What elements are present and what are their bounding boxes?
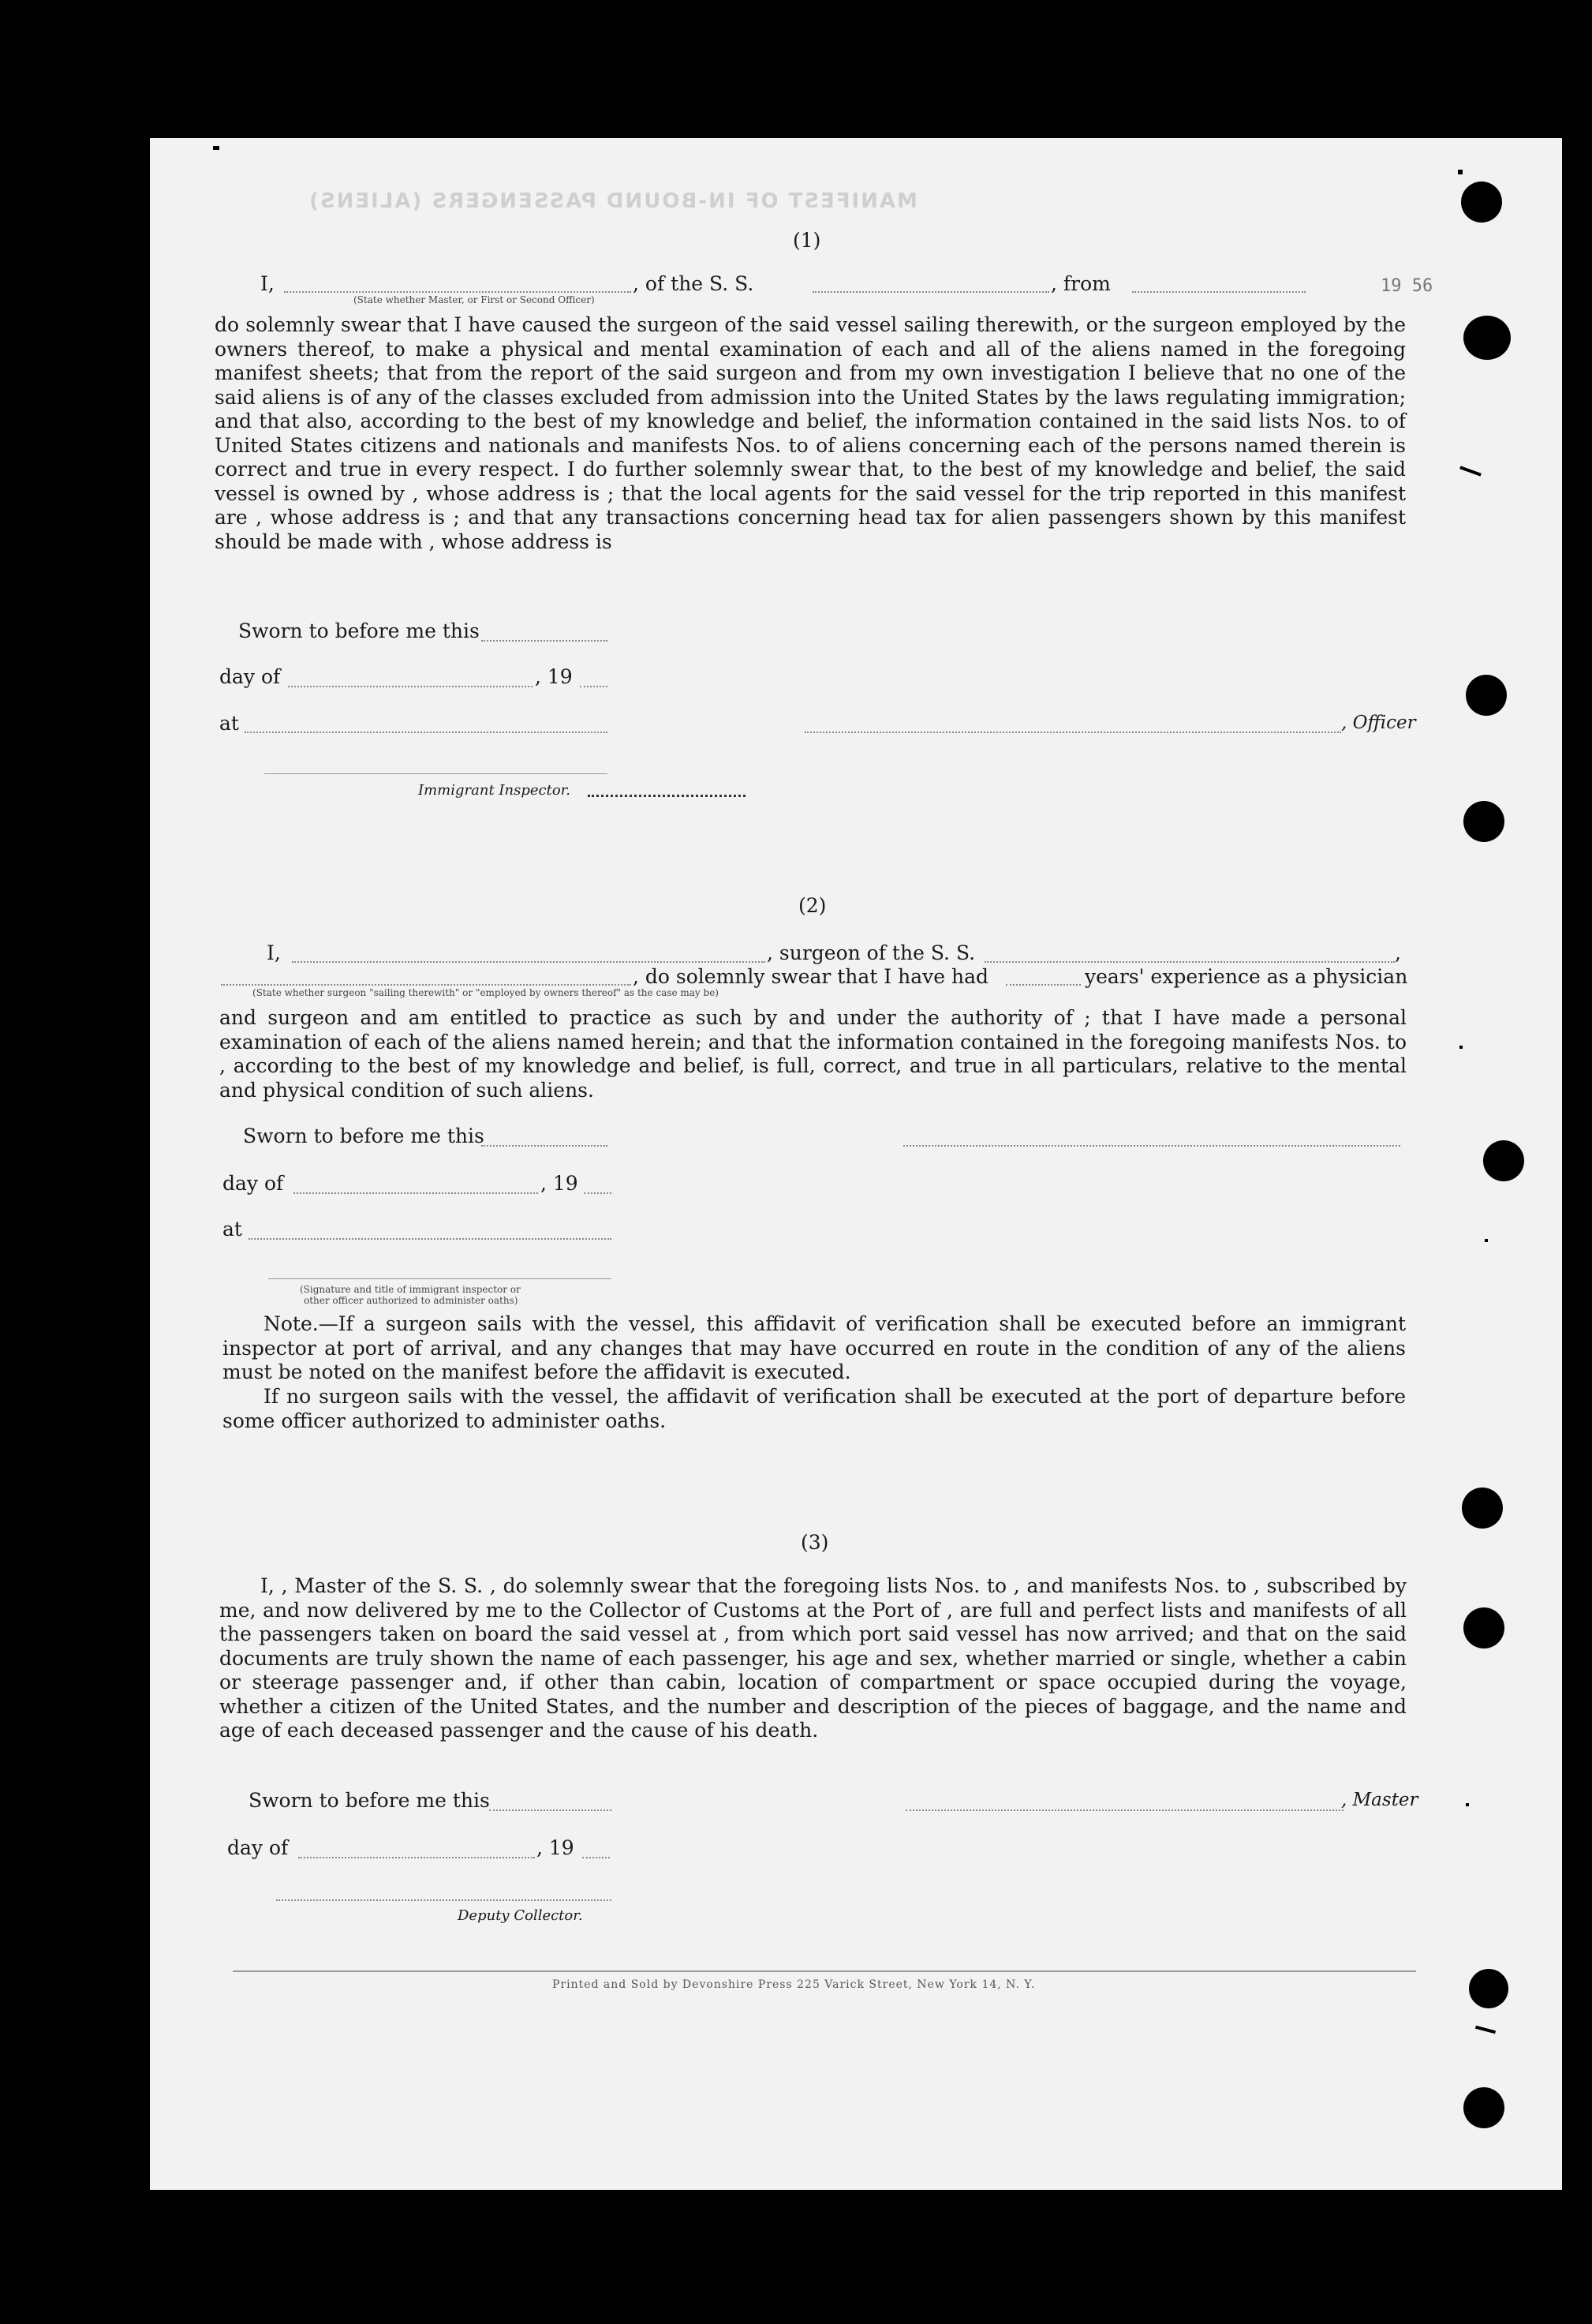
section-2-year-field[interactable]: [584, 1192, 611, 1194]
inspector-caption: Immigrant Inspector.: [418, 782, 571, 799]
surgeon-status-field[interactable]: [221, 984, 631, 986]
scan-speck: [1459, 1046, 1463, 1049]
binder-hole: [1483, 1140, 1524, 1181]
form-sheet: [150, 138, 1562, 2190]
vessel-name-field[interactable]: [813, 291, 1049, 293]
of-the-ss-label: , of the S. S.: [633, 272, 754, 295]
signature-caption-2: other officer authorized to administer oaths): [304, 1295, 518, 1306]
section-2-comma: ,: [1395, 941, 1401, 964]
section-3-body: I, , Master of the S. S. , do solemnly swear that the foregoing lists Nos. to , and manifests Nos. to , subscribed by me, and now delivered by me to the Collector of Customs at the Port of , are full and perfect lists and manifests of all the passengers taken on board the said vessel at , from which port said vessel has now arrived; and that on the said documents are truly shown the name of each passenger, his age and sex, whether married or single, whether a cabin or steerage passenger and, if other than cabin, location of compartment or space occupied during the voyage, whether a citizen of the United States, and the number and description of the pieces of baggage, and the name and age of each deceased passenger and the cause of his death.: [219, 1574, 1407, 1742]
section-1-year-label: , 19: [535, 665, 573, 688]
scan-speck: [1475, 2026, 1496, 2034]
section-1-number: (1): [793, 229, 821, 252]
scan-speck: [1459, 466, 1482, 476]
collector-caption: Deputy Collector.: [458, 1907, 583, 1924]
section-2-at-field[interactable]: [249, 1238, 611, 1240]
bleed-through-title: MANIFEST OF IN-BOUND PASSENGERS (ALIENS): [308, 189, 917, 213]
inspector-dotted-leader: [588, 795, 746, 797]
section-1-year-field[interactable]: [580, 686, 607, 687]
note-paragraph-2: If no surgeon sails with the vessel, the affidavit of verification shall be executed at the port of departure before some officer authorized to administer oaths.: [222, 1385, 1406, 1432]
note-label: Note.: [263, 1312, 319, 1335]
surgeon-name-field[interactable]: [292, 961, 765, 963]
collector-signature-field[interactable]: [276, 1899, 611, 1901]
bleed-through-year: 19 56: [1381, 276, 1433, 296]
master-caption: (State whether Master, or First or Second Officer): [353, 294, 595, 305]
section-3-number: (3): [801, 1531, 829, 1554]
section-3-year-field[interactable]: [582, 1857, 610, 1858]
section-1-body: do solemnly swear that I have caused the surgeon of the said vessel sailing therewith, or the surgeon employed by the owners thereof, to make a physical and mental examination of each and all of the aliens named in the foregoing manifest sheets; that from the report of the said surgeon and from my own investigation I believe that no one of the said aliens is of any of the classes excluded from admission into the United States by the laws regulating immigration; and that also, according to the best of my knowledge and belief, the information contained in the said lists Nos. to of United States citizens and nationals and manifests Nos. to of aliens concerning each of the persons named therein is correct and true in every respect. I do further solemnly swear that, to the best of my knowledge and belief, the said vessel is owned by , whose address is ; that the local agents for the said vessel for the trip reported in this manifest are , whose address is ; and that any transactions concerning head tax for alien passengers shown by this manifest should be made with , whose address is: [215, 313, 1406, 553]
binder-hole: [1463, 1607, 1504, 1649]
section-2-signature-line[interactable]: [268, 1278, 611, 1279]
scan-speck: [1458, 170, 1463, 174]
scan-speck: [213, 146, 219, 150]
section-3-year-label: , 19: [536, 1836, 574, 1859]
master-signature-field[interactable]: [906, 1809, 1343, 1811]
surgeon-signature-field[interactable]: [903, 1145, 1400, 1147]
master-name-field[interactable]: [284, 291, 631, 293]
section-1-sworn-label: Sworn to before me this: [238, 619, 480, 642]
section-1-day-field[interactable]: [288, 686, 533, 687]
section-2-oath-i: I,: [267, 941, 281, 964]
section-1-at-field[interactable]: [245, 732, 607, 733]
years-experience-field[interactable]: [1006, 984, 1081, 986]
note-text-1: —If a surgeon sails with the vessel, this affidavit of verification shall be executed before an immigrant inspector at port of arrival, and any changes that may have occurred en route in the condition of any of the aliens must be noted on the manifest before the affidavit is executed.: [222, 1312, 1406, 1383]
section-2-day-label: day of: [222, 1172, 284, 1195]
binder-hole: [1461, 182, 1502, 223]
note-paragraph-1: [222, 1312, 1406, 1385]
signature-caption-1: (Signature and title of immigrant inspector or: [300, 1284, 521, 1295]
inspector-signature-line[interactable]: [264, 773, 607, 774]
officer-signature-field[interactable]: [805, 732, 1341, 733]
from-label: , from: [1051, 272, 1111, 295]
section-2-number: (2): [798, 894, 827, 917]
section-2-vessel-field[interactable]: [985, 961, 1395, 963]
binder-hole: [1469, 1969, 1508, 2008]
binder-hole: [1466, 675, 1507, 716]
printer-imprint: Printed and Sold by Devonshire Press 225 Varick Street, New York 14, N. Y.: [552, 1978, 1036, 1991]
officer-label: , Officer: [1341, 713, 1416, 733]
binder-hole: [1463, 316, 1511, 360]
section-2-sworn-field[interactable]: [481, 1145, 607, 1147]
section-2-at-label: at: [222, 1218, 242, 1241]
section-1-at-label: at: [219, 712, 239, 735]
section-3-sworn-label: Sworn to before me this: [249, 1789, 490, 1812]
binder-hole: [1462, 1488, 1503, 1529]
section-3-day-field[interactable]: [298, 1857, 535, 1858]
section-2-day-field[interactable]: [293, 1192, 538, 1194]
surgeon-of-label: , surgeon of the S. S.: [767, 941, 976, 964]
scan-speck: [1485, 1239, 1488, 1242]
footer-rule: [233, 1970, 1416, 1972]
master-label: , Master: [1341, 1790, 1418, 1810]
section-1-sworn-field[interactable]: [481, 640, 607, 642]
from-port-field[interactable]: [1132, 291, 1306, 293]
section-3-day-label: day of: [227, 1836, 289, 1859]
section-2-year-label: , 19: [540, 1172, 578, 1195]
section-2-line2: , do solemnly swear that I have had: [633, 965, 989, 988]
section-3-sworn-field[interactable]: [489, 1809, 611, 1811]
section-1-oath-i: I,: [260, 272, 275, 295]
years-label: years' experience as a physician: [1085, 965, 1408, 988]
section-1-day-label: day of: [219, 665, 281, 688]
section-2-sworn-label: Sworn to before me this: [243, 1125, 484, 1147]
surgeon-caption: (State whether surgeon "sailing therewith" or "employed by owners thereof" as the case may be): [252, 987, 719, 998]
binder-hole: [1463, 2087, 1504, 2128]
scan-speck: [1466, 1803, 1469, 1806]
section-2-body: and surgeon and am entitled to practice as such by and under the authority of ; that I have made a personal examination of each of the aliens named herein; and that the information contained in the foregoing manifests Nos. to , according to the best of my knowledge and belief, is full, correct, and true in all particulars, relative to the mental and physical condition of such aliens.: [219, 1006, 1407, 1102]
binder-hole: [1463, 801, 1504, 842]
